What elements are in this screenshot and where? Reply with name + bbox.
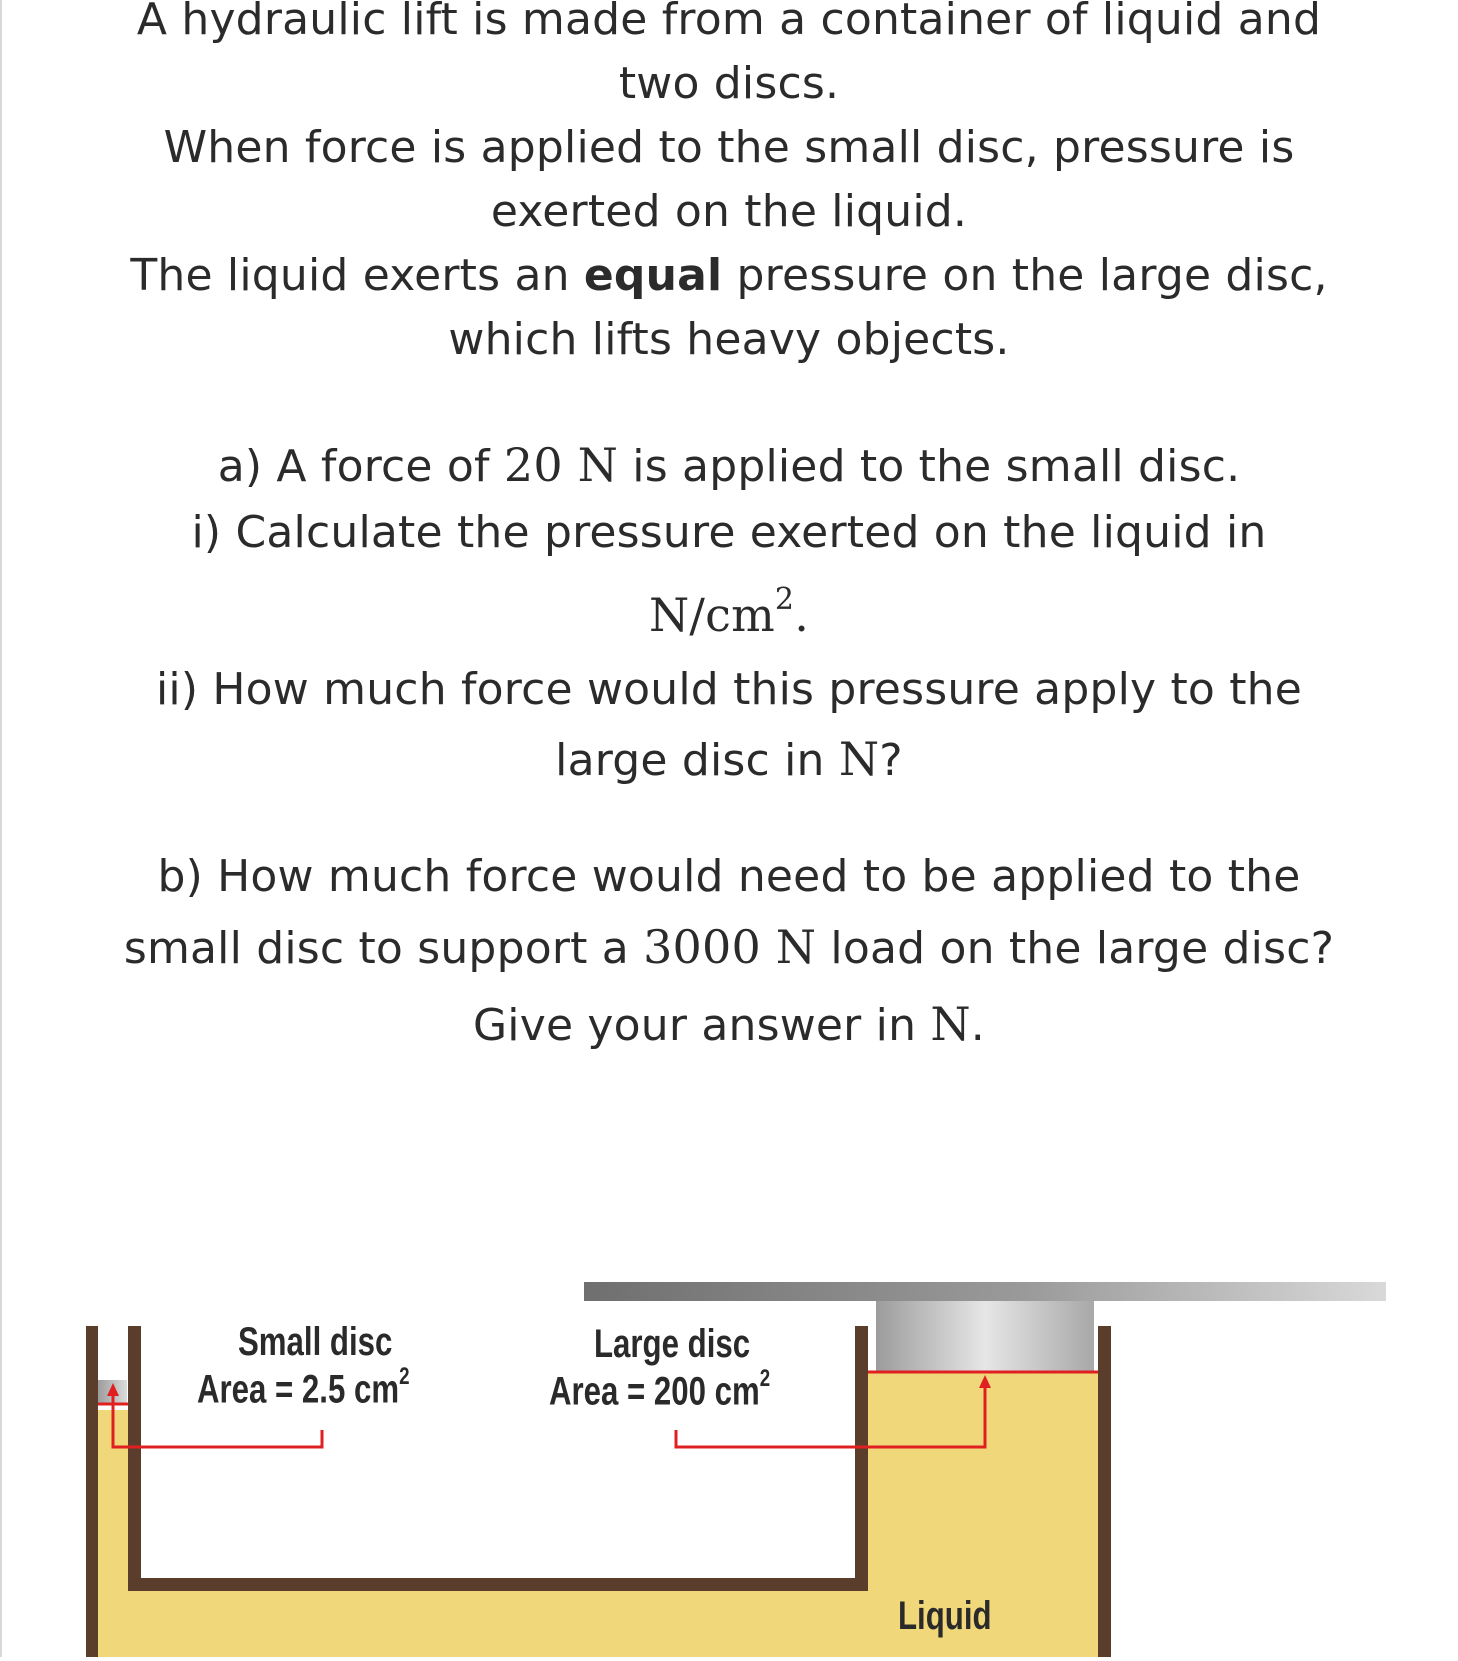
part-a-l1-pre: a) A force of xyxy=(217,441,504,492)
large-piston xyxy=(876,1301,1094,1372)
part-a-i-unit-line xyxy=(0,566,1458,657)
part-a xyxy=(0,432,1458,797)
part-b xyxy=(0,842,1458,1066)
hydraulic-lift-svg xyxy=(0,1240,1458,1657)
container-right-outer-wall xyxy=(1098,1326,1111,1657)
small-disc-area-text: Area = 2.5 cm xyxy=(197,1367,400,1412)
part-b-l2-post: load on the large disc? xyxy=(816,923,1335,974)
intro-line-6: which lifts heavy objects. xyxy=(448,314,1010,365)
part-a-ii-l2-math: N xyxy=(838,732,880,787)
part-a-i-line-1: i) Calculate the pressure exerted on the liquid in xyxy=(191,507,1267,558)
intro-line-1: A hydraulic lift is made from a container of liquid and xyxy=(136,0,1322,45)
part-a-i-unit-end: . xyxy=(794,588,810,643)
large-disc-area-exp: 2 xyxy=(759,1365,771,1392)
small-disc-title: Small disc xyxy=(238,1320,393,1364)
container-right-inner-wall xyxy=(855,1326,868,1591)
intro-line-5-pre: The liquid exerts an xyxy=(130,250,584,301)
part-b-line-3 xyxy=(0,984,1458,1066)
part-b-l2-pre: small disc to support a xyxy=(123,923,644,974)
part-a-line-1 xyxy=(0,432,1458,500)
part-b-l2-math: 3000 N xyxy=(643,920,817,974)
part-a-i-unit xyxy=(648,582,810,643)
part-a-ii-l2-post: ? xyxy=(879,735,903,787)
part-a-l1-post: is applied to the small disc. xyxy=(618,441,1241,492)
container-left-outer-wall xyxy=(86,1326,98,1657)
intro-line-5-post: pressure on the large disc, xyxy=(722,250,1328,301)
large-disc-title: Large disc xyxy=(594,1322,751,1366)
part-a-i-unit-text: N/cm xyxy=(648,588,775,643)
small-disc-area-exp: 2 xyxy=(399,1363,410,1390)
large-disc-area-text: Area = 200 cm xyxy=(549,1369,760,1414)
intro-line-4: exerted on the liquid. xyxy=(490,186,968,237)
part-b-l3-math: N xyxy=(930,997,971,1051)
small-disc-area xyxy=(197,1363,410,1412)
hydraulic-lift-diagram xyxy=(0,1240,1458,1657)
intro-line-2: two discs. xyxy=(618,58,840,109)
large-disc-area xyxy=(549,1365,771,1414)
intro-line-5 xyxy=(0,244,1458,308)
part-b-line-2 xyxy=(0,912,1458,984)
part-b-l3-post: . xyxy=(970,1000,985,1051)
container-inner-bottom xyxy=(128,1578,868,1591)
intro-line-3: When force is applied to the small disc, pressure is xyxy=(163,122,1295,173)
part-b-line-1: b) How much force would need to be applied to the xyxy=(157,851,1301,902)
part-a-ii-l2-pre: large disc in xyxy=(555,735,839,787)
part-a-i-unit-exp: 2 xyxy=(774,582,795,617)
part-b-l3-pre: Give your answer in xyxy=(473,1000,931,1051)
lift-platform xyxy=(584,1282,1386,1301)
intro-paragraph xyxy=(0,0,1458,372)
part-a-l1-math: 20 N xyxy=(503,438,619,492)
liquid-label: Liquid xyxy=(898,1594,992,1638)
container-left-inner-wall xyxy=(128,1326,141,1591)
part-a-ii-line-2 xyxy=(0,723,1458,797)
intro-line-5-bold: equal xyxy=(583,250,723,301)
part-a-ii-line-1: ii) How much force would this pressure apply to the xyxy=(155,664,1303,716)
